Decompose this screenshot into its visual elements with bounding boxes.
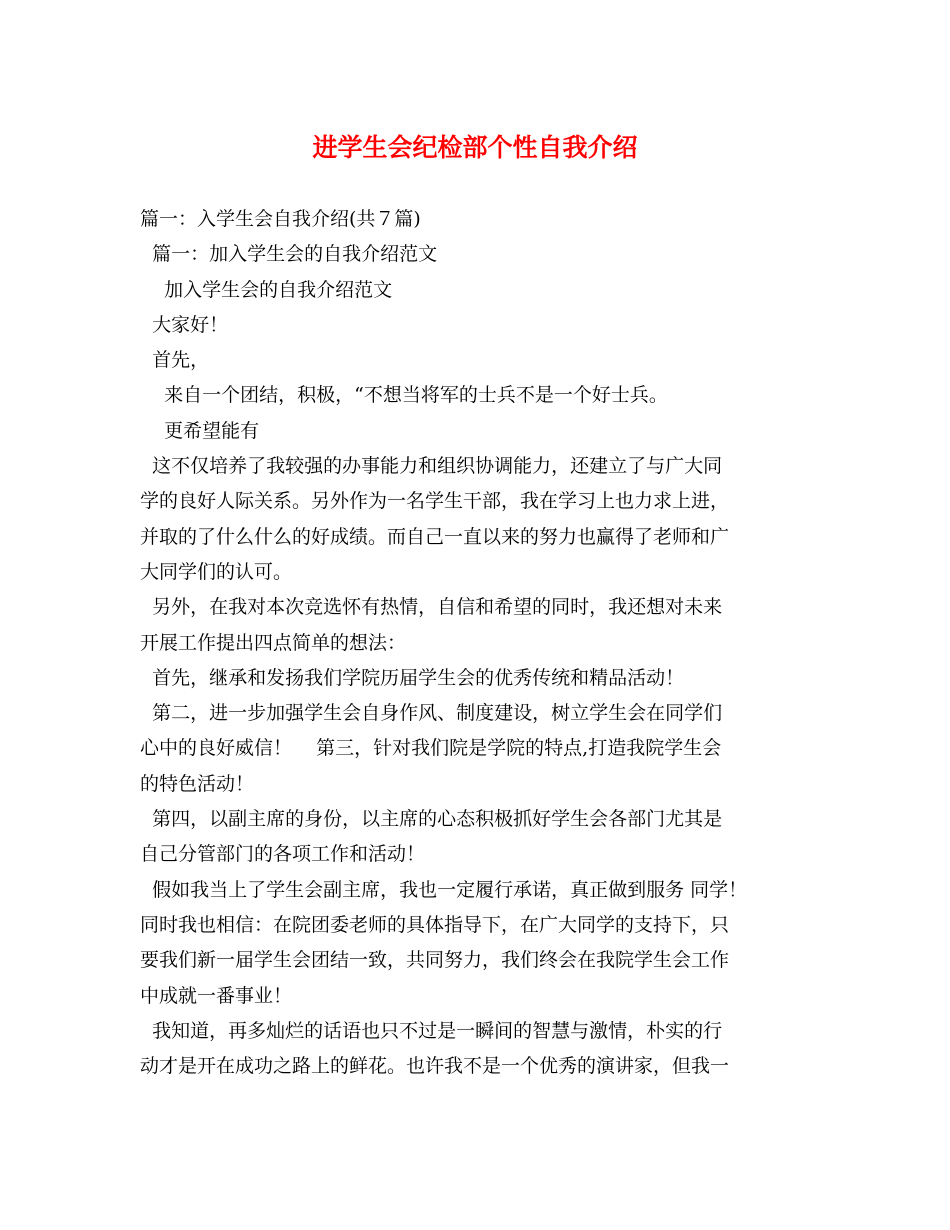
text-line: 更希望能有 xyxy=(140,419,260,442)
document-body xyxy=(140,202,812,1084)
document-title: 进学生会纪检部个性自我介绍 xyxy=(312,133,638,162)
text-line: 首先， xyxy=(140,349,210,372)
text-line: 的特色活动！ xyxy=(140,772,255,795)
text-line: 自己分管部门的各项工作和活动！ xyxy=(140,843,426,866)
text-line: 第四，以副主席的身份，以主席的心态积极抓好学生会各部门尤其是 xyxy=(140,808,723,831)
text-line: 篇一：入学生会自我介绍(共７篇) xyxy=(140,208,421,230)
text-line: 要我们新一届学生会团结一致，共同努力，我们终会在我院学生会工作 xyxy=(140,949,730,972)
text-line: 加入学生会的自我介绍范文 xyxy=(140,278,393,301)
text-line: 大同学们的认可。 xyxy=(140,560,293,583)
text-line: 这不仅培养了我较强的办事能力和组织协调能力，还建立了与广大同 xyxy=(140,455,723,478)
text-line: 并取的了什么什么的好成绩。而自己一直以来的努力也赢得了老师和广 xyxy=(140,525,730,548)
text-line: 另外，在我对本次竞选怀有热情，自信和希望的同时，我还想对未来 xyxy=(140,596,723,619)
text-line: 假如我当上了学生会副主席，我也一定履行承诺，真正做到服务 同学！ xyxy=(140,878,748,901)
text-line: 中成就一番事业！ xyxy=(140,984,293,1007)
text-line: 学的良好人际关系。另外作为一名学生干部，我在学习上也力求上进， xyxy=(140,490,730,513)
text-line: 我知道，再多灿烂的话语也只不过是一瞬间的智慧与激情，朴实的行 xyxy=(140,1019,723,1042)
text-line: 心中的良好威信！ 第三，针对我们院是学院的特点,打造我院学生会 xyxy=(140,737,722,760)
text-line: 开展工作提出四点简单的想法： xyxy=(140,631,407,654)
text-line: 篇一：加入学生会的自我介绍范文 xyxy=(140,243,438,266)
text-line: 首先，继承和发扬我们学院历届学生会的优秀传统和精品活动！ xyxy=(140,666,685,689)
text-line: 第二，进一步加强学生会自身作风、制度建设，树立学生会在同学们 xyxy=(140,702,723,725)
text-line: 同时我也相信：在院团委老师的具体指导下，在广大同学的支持下，只 xyxy=(140,913,730,936)
text-line: 动才是开在成功之路上的鲜花。也许我不是一个优秀的演讲家，但我一 xyxy=(140,1055,730,1078)
text-line: 来自一个团结，积极，“不想当将军的士兵不是一个好士兵。 xyxy=(140,384,668,407)
text-line: 大家好！ xyxy=(140,313,229,336)
